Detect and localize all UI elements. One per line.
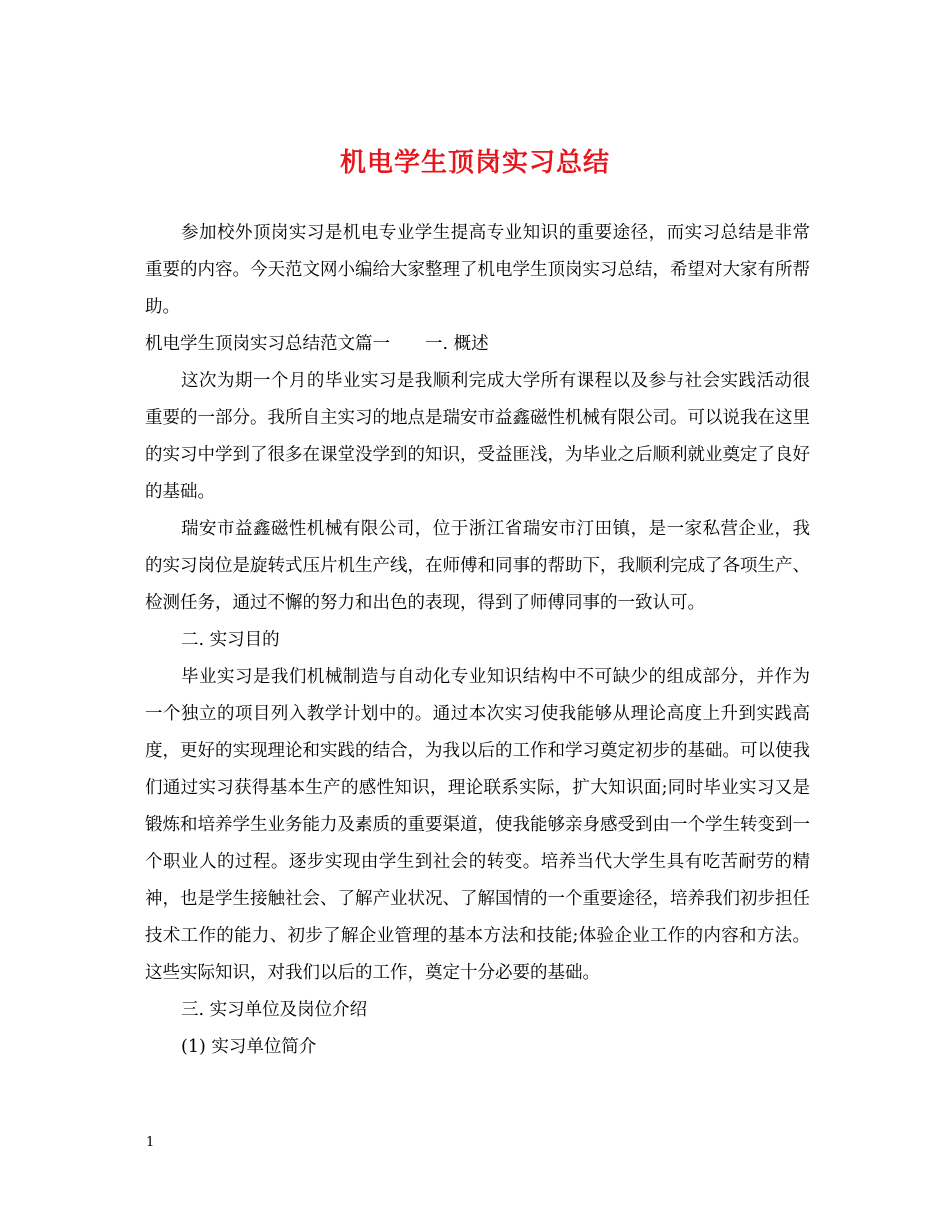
intro-paragraph: 参加校外顶岗实习是机电专业学生提高专业知识的重要途径，而实习总结是非常重要的内容。今天范文网小编给大家整理了机电学生顶岗实习总结，希望对大家有所帮助。 (145, 223, 810, 317)
section-heading-purpose: 二. 实习目的 (181, 630, 280, 650)
body-paragraph: 瑞安市益鑫磁性机械有限公司，位于浙江省瑞安市汀田镇，是一家私营企业，我的实习岗位是旋转式压片机生产线，在师傅和同事的帮助下，我顺利完成了各项生产、检测任务，通过不懈的努力和出色的表现，得到了师傅同事的一致认可。 (145, 519, 810, 613)
page-number: 1 (146, 1135, 155, 1150)
body-paragraph: 这次为期一个月的毕业实习是我顺利完成大学所有课程以及参与社会实践活动很重要的一部分。我所自主实习的地点是瑞安市益鑫磁性机械有限公司。可以说我在这里的实习中学到了很多在课堂没学到的知识，受益匪浅，为毕业之后顺利就业奠定了良好的基础。 (145, 371, 810, 502)
section-heading-unit: 三. 实习单位及岗位介绍 (181, 1000, 368, 1020)
document-body (145, 215, 810, 1066)
section-heading-overview: 机电学生顶岗实习总结范文篇一 一. 概述 (145, 334, 489, 354)
subsection-heading-unit-intro: (1) 实习单位简介 (181, 1037, 317, 1057)
document-title: 机电学生顶岗实习总结 (339, 148, 610, 178)
body-paragraph: 毕业实习是我们机械制造与自动化专业知识结构中不可缺少的组成部分，并作为一个独立的项目列入教学计划中的。通过本次实习使我能够从理论高度上升到实践高度，更好的实现理论和实践的结合，为我以后的工作和学习奠定初步的基础。可以使我们通过实习获得基本生产的感性知识，理论联系实际，扩大知识面;同时毕业实习又是锻炼和培养学生业务能力及素质的重要渠道，使我能够亲身感受到由一个学生转变到一个职业人的过程。逐步实现由学生到社会的转变。培养当代大学生具有吃苦耐劳的精神，也是学生接触社会、了解产业状况、了解国情的一个重要途径，培养我们初步担任技术工作的能力、初步了解企业管理的基本方法和技能;体验企业工作的内容和方法。这些实际知识，对我们以后的工作，奠定十分必要的基础。 (145, 667, 810, 983)
